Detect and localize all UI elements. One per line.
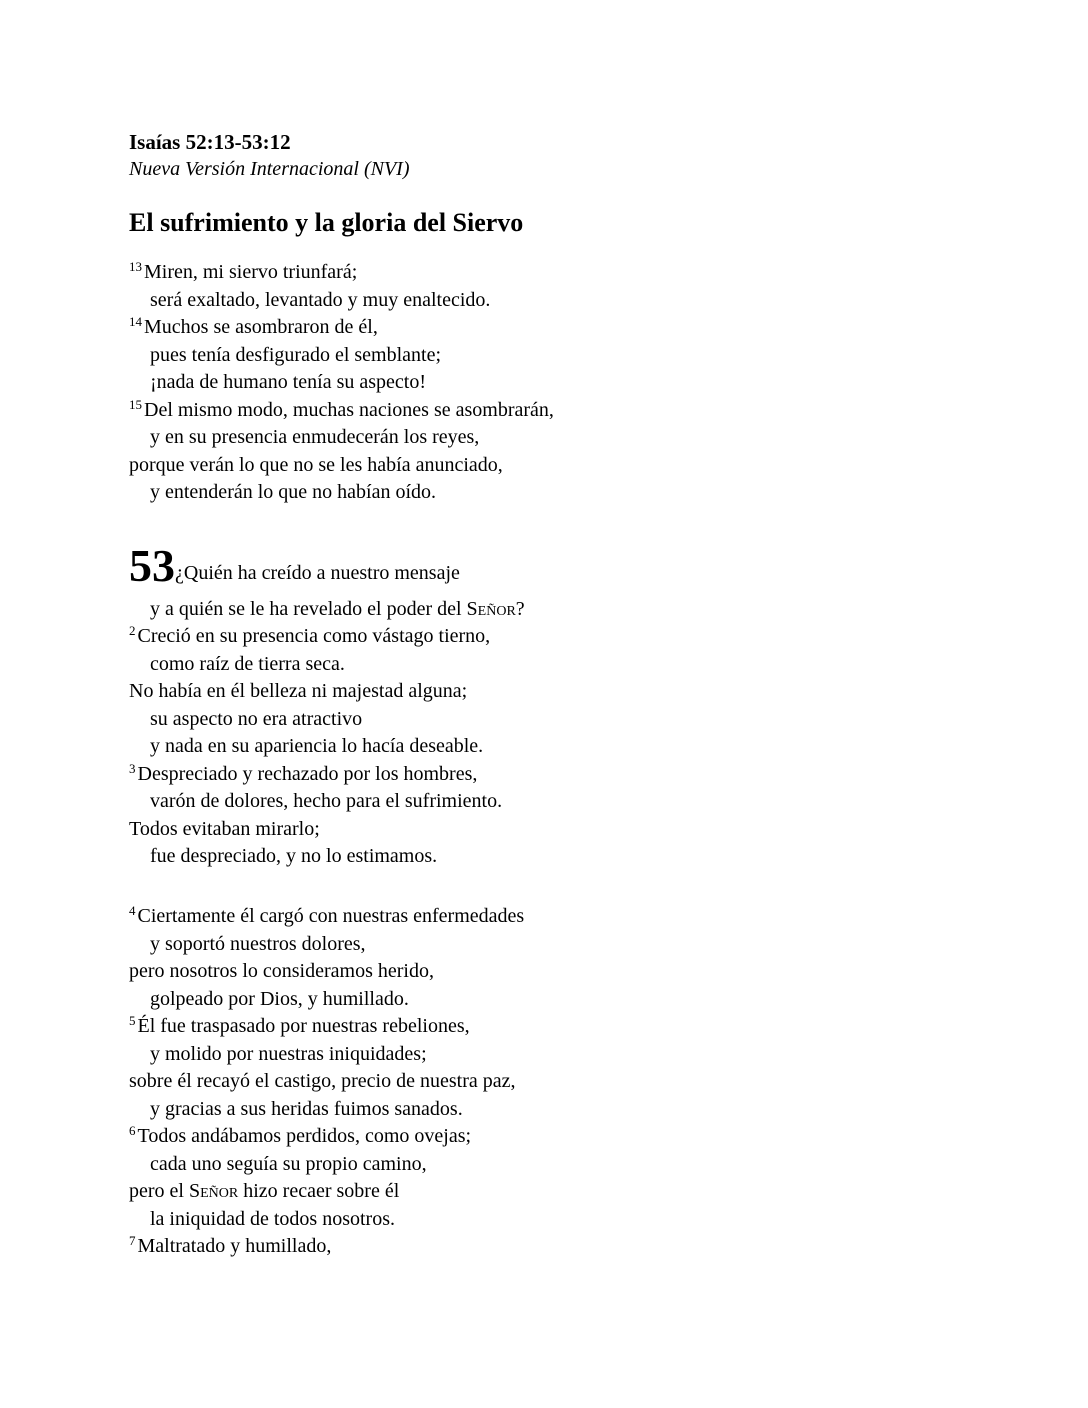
stanza-2: [129, 623, 502, 871]
verse-text: Miren, mi siervo triunfará;: [144, 261, 358, 283]
verse-line: [129, 452, 554, 480]
verse-text: Maltratado y humillado,: [137, 1235, 332, 1257]
verse-number: 15: [129, 396, 142, 412]
verse-number: 7: [129, 1233, 136, 1248]
verse-text: Todos andábamos perdidos, como ovejas;: [137, 1125, 472, 1147]
verse-line: [129, 596, 525, 624]
verse-text: cada uno seguía su propio camino,: [150, 1152, 427, 1175]
verse-text: sobre él recayó el castigo, precio de nuestra paz,: [129, 1070, 516, 1092]
verse-line: [129, 1233, 524, 1261]
lord-smallcaps: EÑOR: [477, 604, 516, 619]
verse-line: [129, 816, 502, 844]
verse-line: [129, 623, 502, 651]
verse-line: [129, 986, 524, 1014]
verse-text: varón de dolores, hecho para el sufrimiento.: [150, 790, 503, 812]
section-title: El sufrimiento y la gloria del Siervo: [129, 208, 524, 237]
lord-smallcaps: EÑOR: [200, 1186, 239, 1201]
verse-number: 4: [129, 903, 136, 918]
verse-text: ¿Quién ha creído a nuestro mensaje: [175, 562, 460, 584]
verse-line: [129, 903, 524, 931]
verse-line: [129, 706, 502, 734]
verse-number: 14: [129, 314, 142, 329]
bible-version: Nueva Versión Internacional (NVI): [129, 158, 410, 180]
verse-line: [129, 342, 554, 370]
verse-text: Creció en su presencia como vástago tierno,: [137, 625, 491, 647]
verse-text: Muchos se asombraron de él,: [144, 316, 378, 338]
verse-line: [129, 678, 502, 706]
passage-reference: Isaías 52:13-53:12: [129, 130, 291, 154]
verse-line: [129, 369, 554, 397]
verse-number: 5: [129, 1013, 136, 1028]
verse-text: y molido por nuestras iniquidades;: [150, 1042, 427, 1065]
lord-initial: S: [188, 1180, 201, 1202]
verse-text: pero el: [129, 1180, 189, 1202]
chapter-first-line: [129, 538, 525, 596]
verse-line: [129, 1178, 524, 1206]
verse-number: 6: [129, 1123, 136, 1138]
verse-text: y soportó nuestros dolores,: [150, 932, 366, 955]
lord-initial: S: [466, 598, 478, 620]
verse-text: porque verán lo que no se les había anunciado,: [129, 453, 503, 476]
verse-text: Despreciado y rechazado por los hombres,: [137, 762, 478, 785]
verse-text: su aspecto no era atractivo: [150, 707, 363, 730]
verse-text: fue despreciado, y no lo estimamos.: [150, 845, 438, 867]
verse-text: Él fue traspasado por nuestras rebeliones,: [137, 1015, 470, 1037]
verse-line: [129, 1096, 524, 1124]
verse-line: [129, 843, 502, 871]
verse-text: No había en él belleza ni majestad alguna;: [129, 680, 468, 702]
verse-line: [129, 1013, 524, 1041]
verse-line: [129, 424, 554, 452]
verse-text: Todos evitaban mirarlo;: [129, 817, 320, 840]
verse-text: Del mismo modo, muchas naciones se asombrarán,: [144, 398, 554, 421]
verse-line: [129, 651, 502, 679]
chapter-53-start: [129, 538, 525, 624]
verse-line: [129, 1041, 524, 1069]
verse-line: [129, 287, 554, 315]
verse-line: [129, 1068, 524, 1096]
verse-text: y nada en su apariencia lo hacía deseable.: [150, 735, 484, 757]
stanza-1: [129, 259, 554, 507]
verse-line: [129, 958, 524, 986]
verse-text: pero nosotros lo consideramos herido,: [129, 960, 434, 982]
chapter-number: 53: [129, 540, 175, 591]
verse-text: golpeado por Dios, y humillado.: [150, 987, 409, 1010]
verse-line: [129, 761, 502, 789]
verse-text: como raíz de tierra seca.: [150, 652, 345, 675]
verse-line: [129, 314, 554, 342]
verse-line: [129, 788, 502, 816]
verse-text: y gracias a sus heridas fuimos sanados.: [150, 1097, 463, 1120]
verse-line: [129, 733, 502, 761]
verse-line: [129, 397, 554, 425]
verse-text: será exaltado, levantado y muy enaltecido.: [150, 288, 491, 311]
verse-number: 3: [129, 760, 136, 776]
verse-text: la iniquidad de todos nosotros.: [150, 1207, 395, 1230]
verse-text-end: ?: [515, 598, 525, 620]
verse-line: [129, 479, 554, 507]
verse-number: 2: [129, 623, 136, 638]
verse-line: [129, 259, 554, 287]
verse-text: Ciertamente él cargó con nuestras enfermedades: [137, 905, 525, 927]
verse-number: 13: [129, 259, 142, 274]
verse-text: pues tenía desfigurado el semblante;: [150, 343, 442, 366]
verse-text: y entenderán lo que no habían oído.: [150, 481, 437, 503]
verse-text: y en su presencia enmudecerán los reyes,: [150, 426, 480, 448]
verse-line: [129, 1151, 524, 1179]
verse-text: y a quién se le ha revelado el poder del: [150, 598, 467, 620]
stanza-3: [129, 903, 524, 1261]
verse-line: [129, 1123, 524, 1151]
verse-line: [129, 1206, 524, 1234]
verse-line: [129, 931, 524, 959]
verse-text: hizo recaer sobre él: [238, 1180, 400, 1202]
verse-text: ¡nada de humano tenía su aspecto!: [150, 371, 427, 393]
